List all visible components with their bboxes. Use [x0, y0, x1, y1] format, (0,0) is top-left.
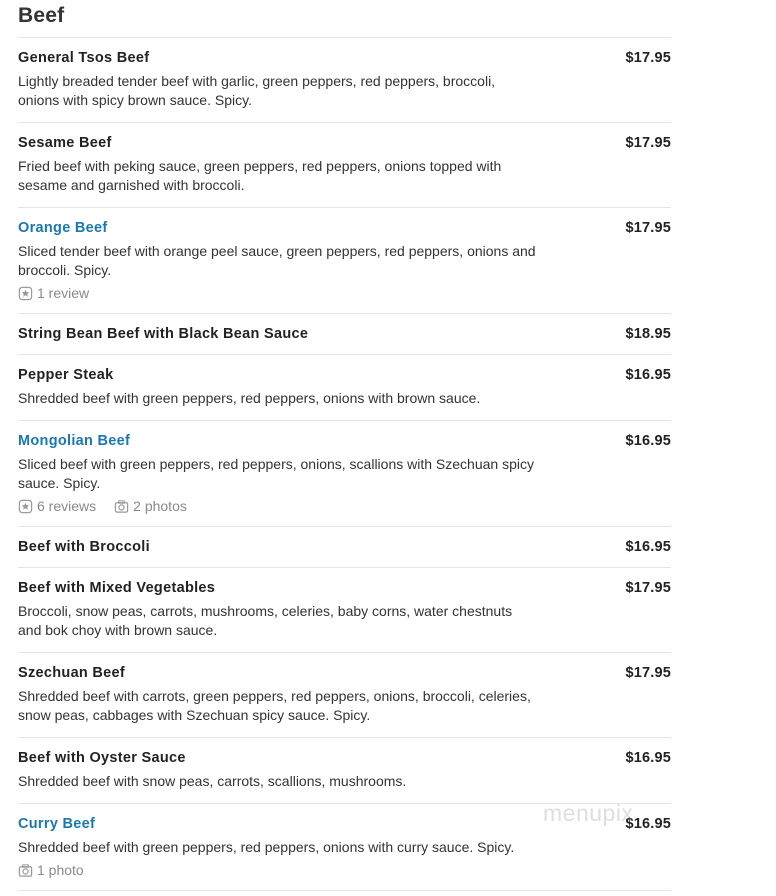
- menu-item-price: $17.95: [625, 135, 671, 151]
- menu-item-meta: [18, 285, 671, 301]
- menu-item-price: $16.95: [625, 816, 671, 832]
- menu-item-description: Sliced beef with green peppers, red peppers, onions, scallions with Szechuan spicy sauce. Spicy.: [18, 456, 534, 491]
- menu-item-header: [18, 539, 671, 555]
- menu-item: [18, 38, 671, 123]
- camera-icon: [18, 863, 33, 878]
- menu-item: [18, 568, 671, 653]
- menu-item: [18, 355, 671, 421]
- menu-item-meta: [18, 862, 671, 878]
- menu-item-name: String Bean Beef with Black Bean Sauce: [18, 326, 309, 342]
- menu-item-description: Shredded beef with green peppers, red peppers, onions with curry sauce. Spicy.: [18, 839, 515, 855]
- menu-item-header: [18, 50, 671, 66]
- photos-link[interactable]: [114, 498, 187, 514]
- menu-list: [18, 37, 671, 891]
- menu-item-name-link[interactable]: Curry Beef: [18, 816, 96, 832]
- menu-item-price: $17.95: [625, 580, 671, 596]
- menu-item-name: Beef with Oyster Sauce: [18, 750, 186, 766]
- menu-item-price: $18.95: [625, 326, 671, 342]
- watermark: menupix: [543, 800, 634, 826]
- menu-item-header: [18, 816, 671, 832]
- menu-item: [18, 421, 671, 527]
- photos-link[interactable]: [18, 862, 84, 878]
- menu-item-header: [18, 220, 671, 236]
- reviews-link[interactable]: [18, 498, 96, 514]
- menu-item: [18, 653, 671, 738]
- menu-item-price: $17.95: [625, 665, 671, 681]
- menu-item-description: Shredded beef with snow peas, carrots, scallions, mushrooms.: [18, 773, 407, 789]
- menu-item: [18, 804, 671, 891]
- menu-item-price: $16.95: [625, 750, 671, 766]
- menu-item-name-link[interactable]: Orange Beef: [18, 220, 108, 236]
- menu-item-header: [18, 750, 671, 766]
- menu-item-price: $16.95: [625, 367, 671, 383]
- section-title: Beef: [18, 4, 65, 27]
- menu-item-description: Lightly breaded tender beef with garlic, green peppers, red peppers, broccoli, onions with spicy brown sauce. Spicy.: [18, 73, 496, 108]
- reviews-count: 1 review: [37, 285, 90, 301]
- menu-item-header: [18, 665, 671, 681]
- menu-item-description: Shredded beef with green peppers, red peppers, onions with brown sauce.: [18, 390, 481, 406]
- menu-item-description: Fried beef with peking sauce, green peppers, red peppers, onions topped with sesame and garnished with broccoli.: [18, 158, 502, 193]
- review-star-icon: [18, 286, 33, 301]
- menu-item: [18, 314, 671, 355]
- menu-item-price: $17.95: [625, 220, 671, 236]
- menu-item-header: [18, 326, 671, 342]
- photos-count: 2 photos: [133, 498, 187, 514]
- menu-item: [18, 208, 671, 314]
- reviews-count: 6 reviews: [37, 498, 97, 514]
- menu-item-header: [18, 367, 671, 383]
- menu-item-name: Pepper Steak: [18, 367, 114, 383]
- menu-item-description: Sliced tender beef with orange peel sauce, green peppers, red peppers, onions and broccoli. Spicy.: [18, 243, 536, 278]
- menu-item-name: Sesame Beef: [18, 135, 112, 151]
- review-star-icon: [18, 499, 33, 514]
- menu-item-price: $16.95: [625, 433, 671, 449]
- camera-icon: [114, 499, 129, 514]
- photos-count: 1 photo: [37, 862, 84, 878]
- menu-item-name: Szechuan Beef: [18, 665, 126, 681]
- menu-item-name: Beef with Broccoli: [18, 539, 150, 555]
- menu-item-price: $16.95: [625, 539, 671, 555]
- menu-item-price: $17.95: [625, 50, 671, 66]
- menu-item-description: Shredded beef with carrots, green peppers, red peppers, onions, broccoli, celeries, snow peas, cabbages with Szechuan spicy sauce. Spicy.: [18, 688, 531, 723]
- menu-item: [18, 738, 671, 804]
- menu-item: [18, 527, 671, 568]
- menu-item-name: Beef with Mixed Vegetables: [18, 580, 216, 596]
- menu-item-header: [18, 580, 671, 596]
- menu-item-name-link[interactable]: Mongolian Beef: [18, 433, 131, 449]
- menu-item-header: [18, 135, 671, 151]
- menu-item-meta: [18, 498, 671, 514]
- menu-item-header: [18, 433, 671, 449]
- menu-item: [18, 123, 671, 208]
- menu-item-name: General Tsos Beef: [18, 50, 150, 66]
- reviews-link[interactable]: [18, 285, 89, 301]
- menu-item-description: Broccoli, snow peas, carrots, mushrooms, celeries, baby corns, water chestnuts and bok choy with brown sauce.: [18, 603, 513, 638]
